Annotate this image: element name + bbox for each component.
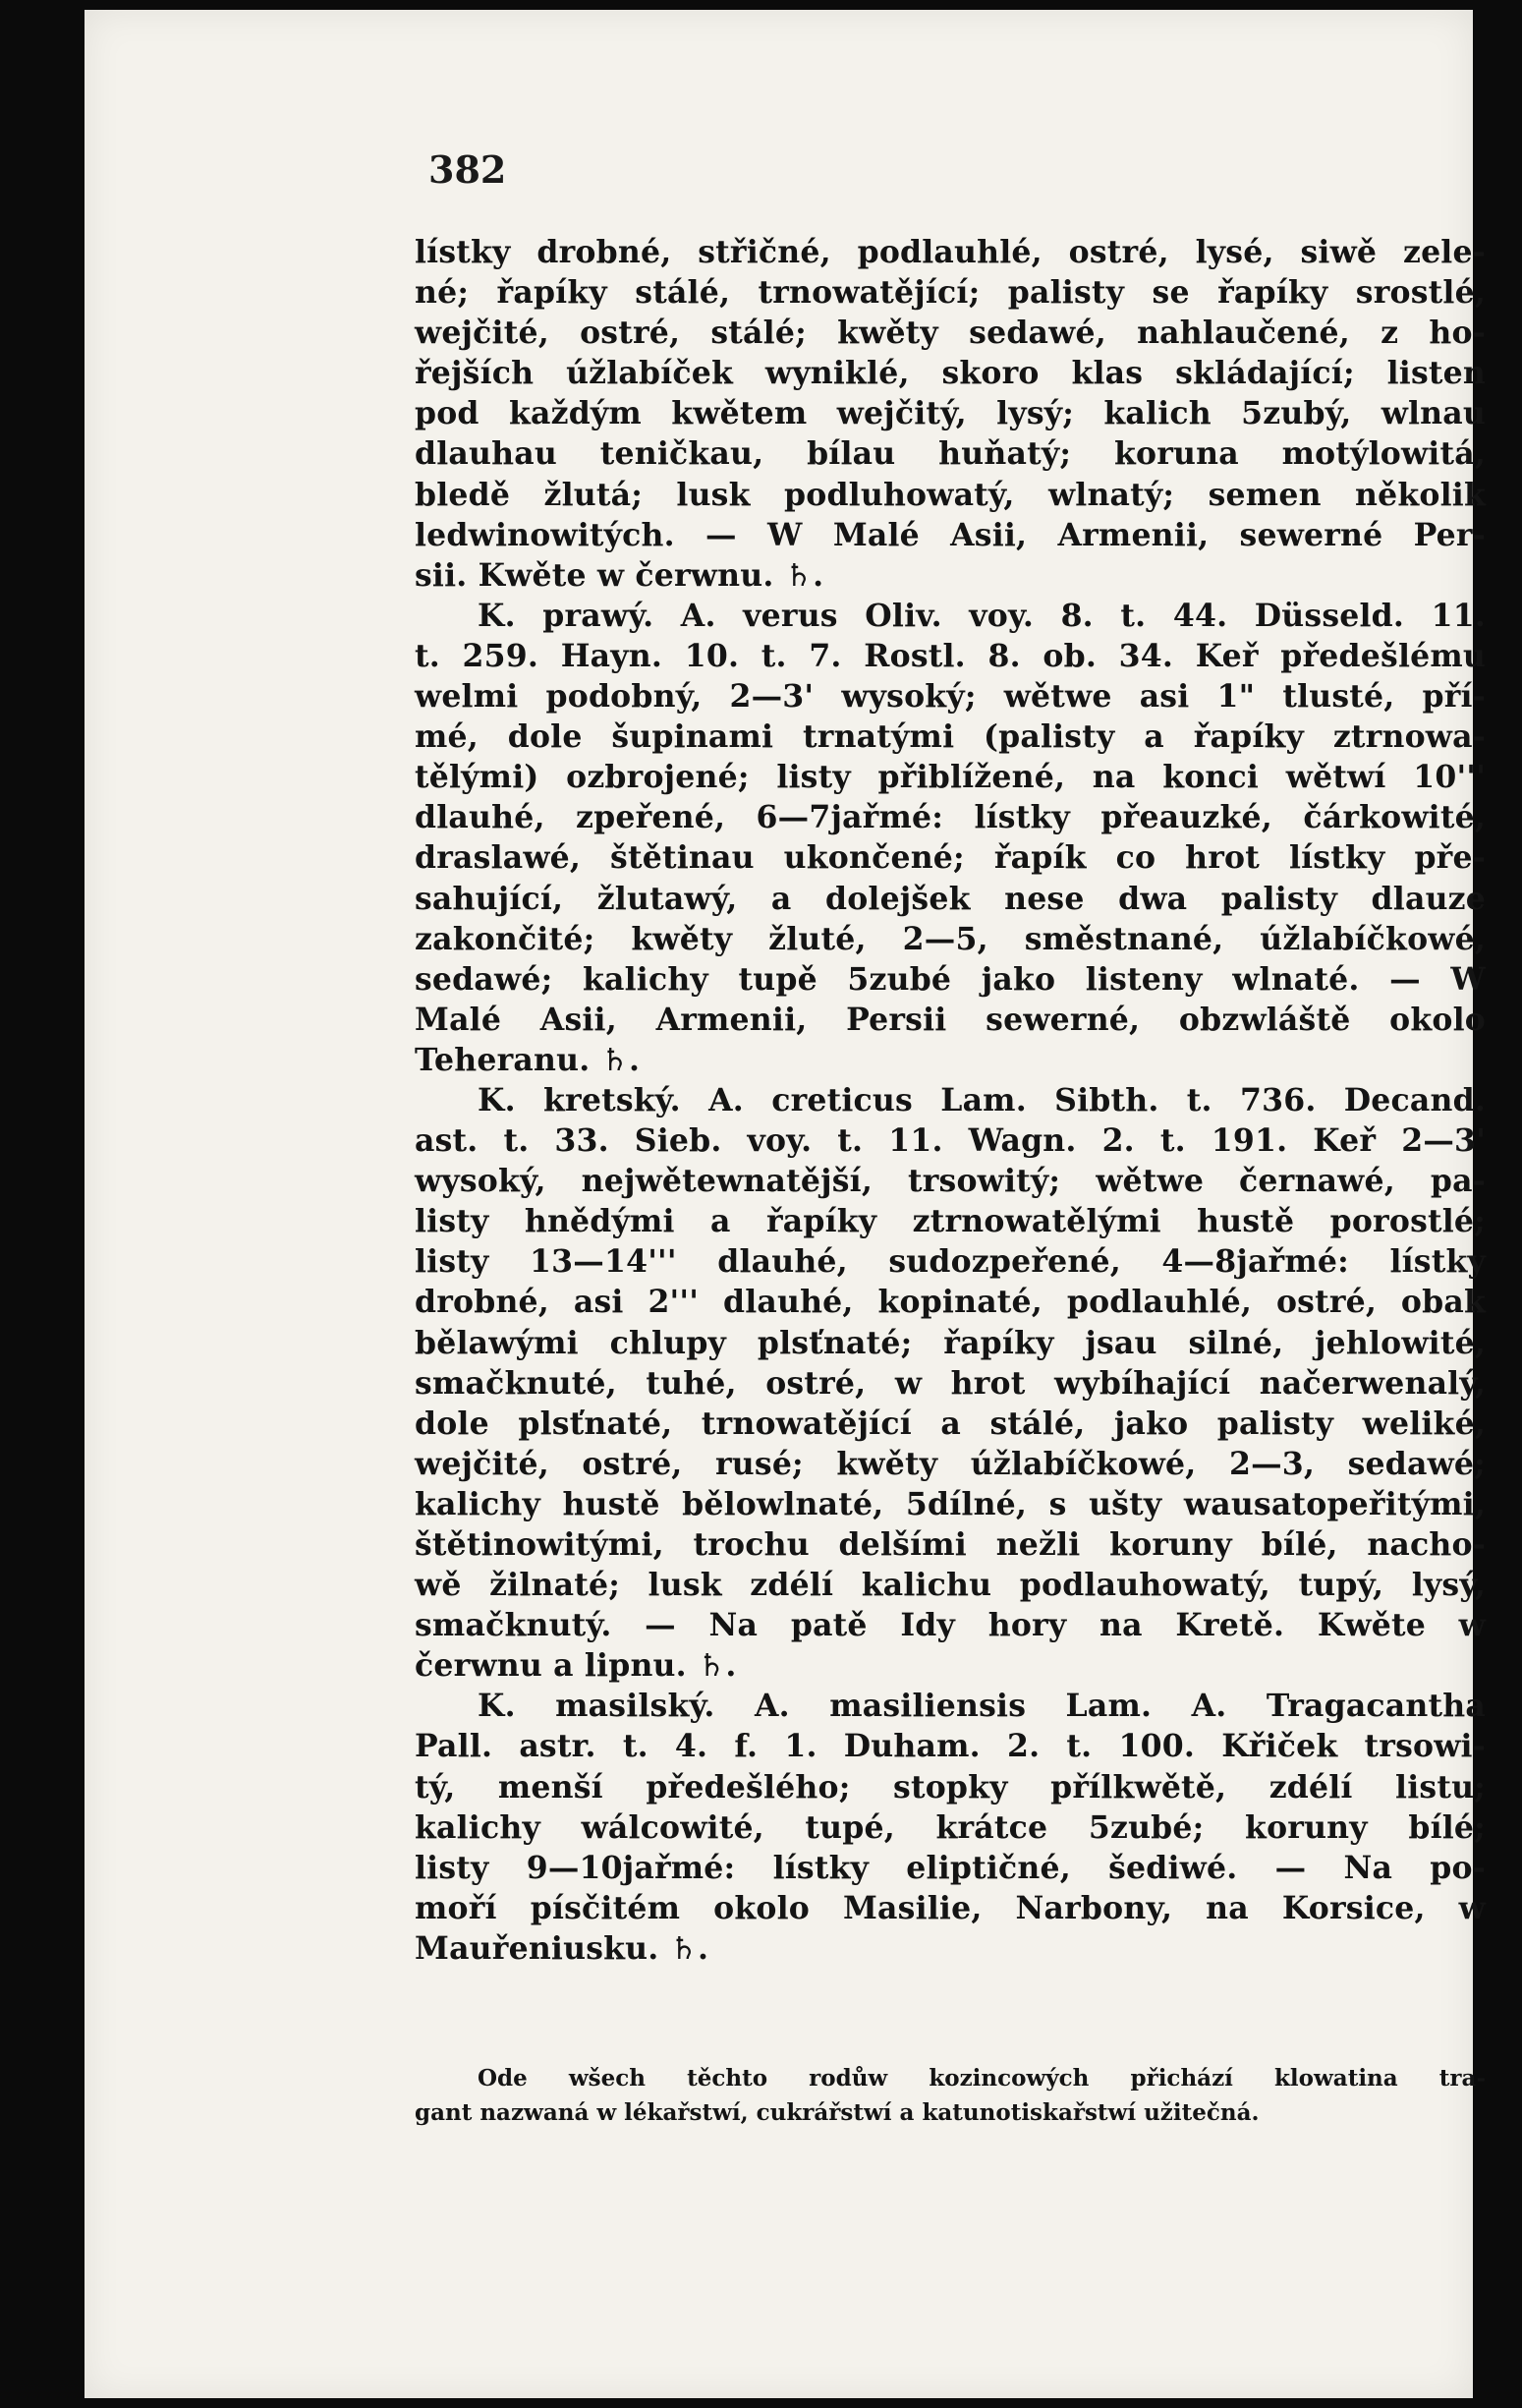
text-line: listy hnědými a řapíky ztrnowatělými hustě porostlé; [415,1203,1486,1240]
text-line: mé, dole šupinami trnatými (palisty a řapíky ztrnowa- [415,718,1486,756]
text-line: wě žilnaté; lusk zdélí kalichu podlauhowatý, tupý, lysý, [415,1567,1486,1604]
text-line: sahující, žlutawý, a dolejšek nese dwa palisty dlauze [415,880,1486,917]
text-line: tý, menší předešlého; stopky přílkwětě, zdélí listu; [415,1768,1486,1806]
text-line: pod každým kwětem wejčitý, lysý; kalich 5zubý, wlnau [415,395,1486,432]
text-line: dlauhau teničkau, bílau huňatý; koruna motýlowitá, [415,435,1486,473]
book-page [85,10,1486,2398]
text-line: sii. Kwěte w čerwnu. ♄. [415,556,824,594]
text-line: zakončité; kwěty žluté, 2—5, směstnané, úžlabíčkowé, [415,920,1486,957]
text-line: welmi podobný, 2—3' wysoký; wětwe asi 1" tlusté, pří- [415,678,1486,716]
text-line: moří písčitém okolo Masilie, Narbony, na Korsice, w [415,1889,1486,1926]
text-line: štětinowitými, trochu delšími nežli koruny bílé, nacho- [415,1526,1486,1563]
text-line: řejších úžlabíček wyniklé, skoro klas skládající; listen [415,355,1486,392]
text-line: Mauřeniusku. ♄. [415,1929,709,1967]
text-line: listy 13—14''' dlauhé, sudozpeřené, 4—8jařmé: lístky [415,1243,1486,1281]
text-line: wejčité, ostré, stálé; kwěty sedawé, nahlaučené, z ho- [415,315,1486,352]
text-line: bělawými chlupy plsťnaté; řapíky jsau silné, jehlowité, [415,1324,1486,1361]
text-line: bledě žlutá; lusk podluhowatý, wlnatý; semen několik [415,476,1486,513]
text-line: tělými) ozbrojené; listy přiblížené, na konci wětwí 10''' [415,759,1486,796]
footnote [415,2061,1486,2130]
text-line: K. kretský. A. creticus Lam. Sibth. t. 736. Decand. [478,1081,1486,1118]
text-line: t. 259. Hayn. 10. t. 7. Rostl. 8. ob. 34. Keř předešlému [415,637,1486,674]
text-line: smačknutý. — Na patě Idy hory na Kretě. Kwěte w [415,1607,1486,1644]
text-line: K. masilský. A. masiliensis Lam. A. Tragacantha [478,1688,1486,1725]
footnote-line: Ode wšech těchto rodůw kozincowých přichází klowatina tra- [478,2065,1486,2092]
text-line: čerwnu a lipnu. ♄. [415,1647,737,1685]
footnote-line: gant nazwaná w lékařstwí, cukrářstwí a katunotiskařstwí užitečná. [415,2099,1260,2126]
text-line: né; řapíky stálé, trnowatějící; palisty se řapíky srostlé, [415,274,1486,312]
text-line: Pall. astr. t. 4. f. 1. Duham. 2. t. 100. Křiček trsowi- [415,1728,1486,1765]
text-line: wysoký, nejwětewnatější, trsowitý; wětwe černawé, pa- [415,1163,1486,1200]
text-line: dole plsťnaté, trnowatějící a stálé, jako palisty weliké, [415,1405,1486,1442]
text-line: ledwinowitých. — W Malé Asii, Armenii, sewerné Per- [415,516,1486,553]
text-line: kalichy hustě bělowlnaté, 5dílné, s ušty wausatopeřitými, [415,1485,1486,1522]
text-line: smačknuté, tuhé, ostré, w hrot wybíhající načerwenalý, [415,1364,1486,1402]
text-line: draslawé, štětinau ukončené; řapík co hrot lístky pře- [415,839,1486,877]
text-line: Teheranu. ♄. [415,1041,641,1078]
text-line: listy 9—10jařmé: lístky eliptičné, šediwé. — Na po- [415,1849,1486,1886]
text-line: sedawé; kalichy tupě 5zubé jako listeny wlnaté. — W [415,960,1486,998]
text-line: Malé Asii, Armenii, Persii sewerné, obzwláště okolo [415,1001,1486,1038]
text-line: kalichy wálcowité, tupé, krátce 5zubé; koruny bílé; [415,1808,1486,1846]
text-line: dlauhé, zpeřené, 6—7jařmé: lístky přeauzké, čárkowité, [415,799,1486,836]
text-line: ast. t. 33. Sieb. voy. t. 11. Wagn. 2. t. 191. Keř 2—3' [415,1122,1486,1160]
text-line: K. prawý. A. verus Oliv. voy. 8. t. 44. Düsseld. 11. [478,597,1486,634]
text-line: drobné, asi 2''' dlauhé, kopinaté, podlauhlé, ostré, obak [415,1284,1486,1321]
text-line: wejčité, ostré, rusé; kwěty úžlabíčkowé, 2—3, sedawé; [415,1445,1486,1482]
body-text [415,232,1486,1969]
text-line: lístky drobné, střičné, podlauhlé, ostré, lysé, siwě zele- [415,234,1486,270]
page-number: 382 [428,147,507,192]
